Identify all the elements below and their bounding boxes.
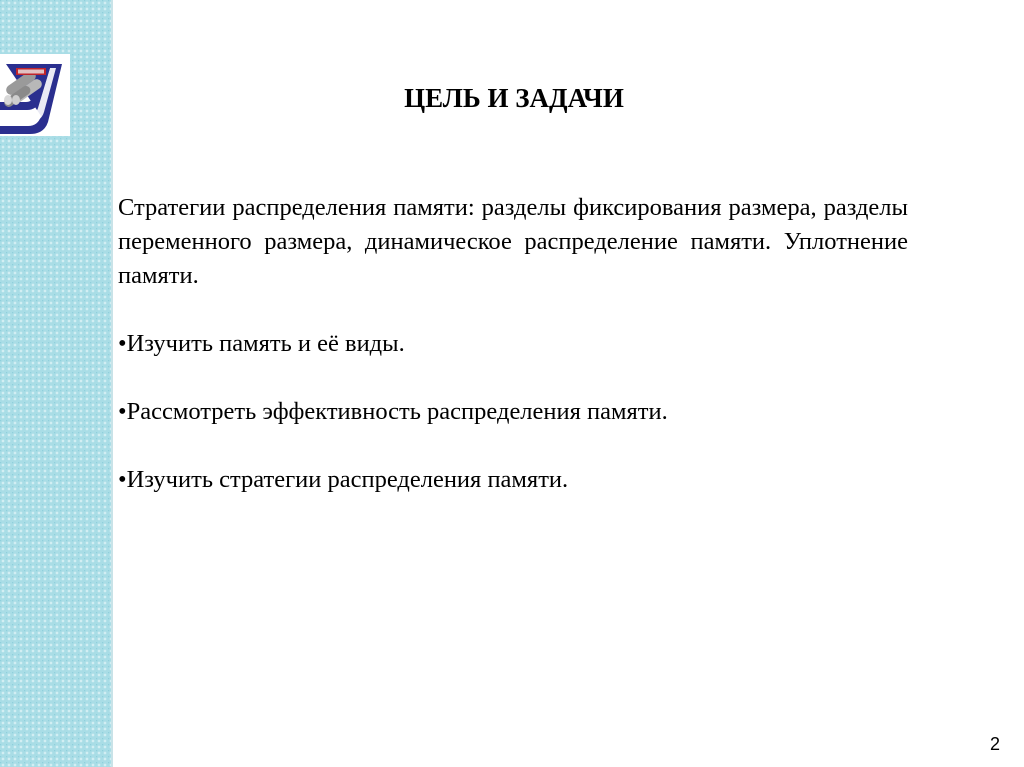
side-band-divider	[111, 0, 113, 767]
task-bullet-2: •Рассмотреть эффективность распределения памяти.	[118, 398, 668, 425]
goal-paragraph: Стратегии распределения памяти: разделы фиксирования размера, разделы переменного размера, динамическое распределение памяти. Уплотнение памяти.	[118, 194, 908, 289]
task-bullet-3: •Изучить стратегии распределения памяти.	[118, 466, 569, 493]
slide-title: ЦЕЛЬ И ЗАДАЧИ	[404, 83, 624, 113]
slide-content	[118, 191, 908, 497]
slide-number: 2	[989, 734, 1000, 754]
task-bullet-1: •Изучить память и её виды.	[118, 330, 405, 357]
metal-pipes-logo-icon	[0, 54, 70, 136]
logo	[0, 54, 70, 136]
